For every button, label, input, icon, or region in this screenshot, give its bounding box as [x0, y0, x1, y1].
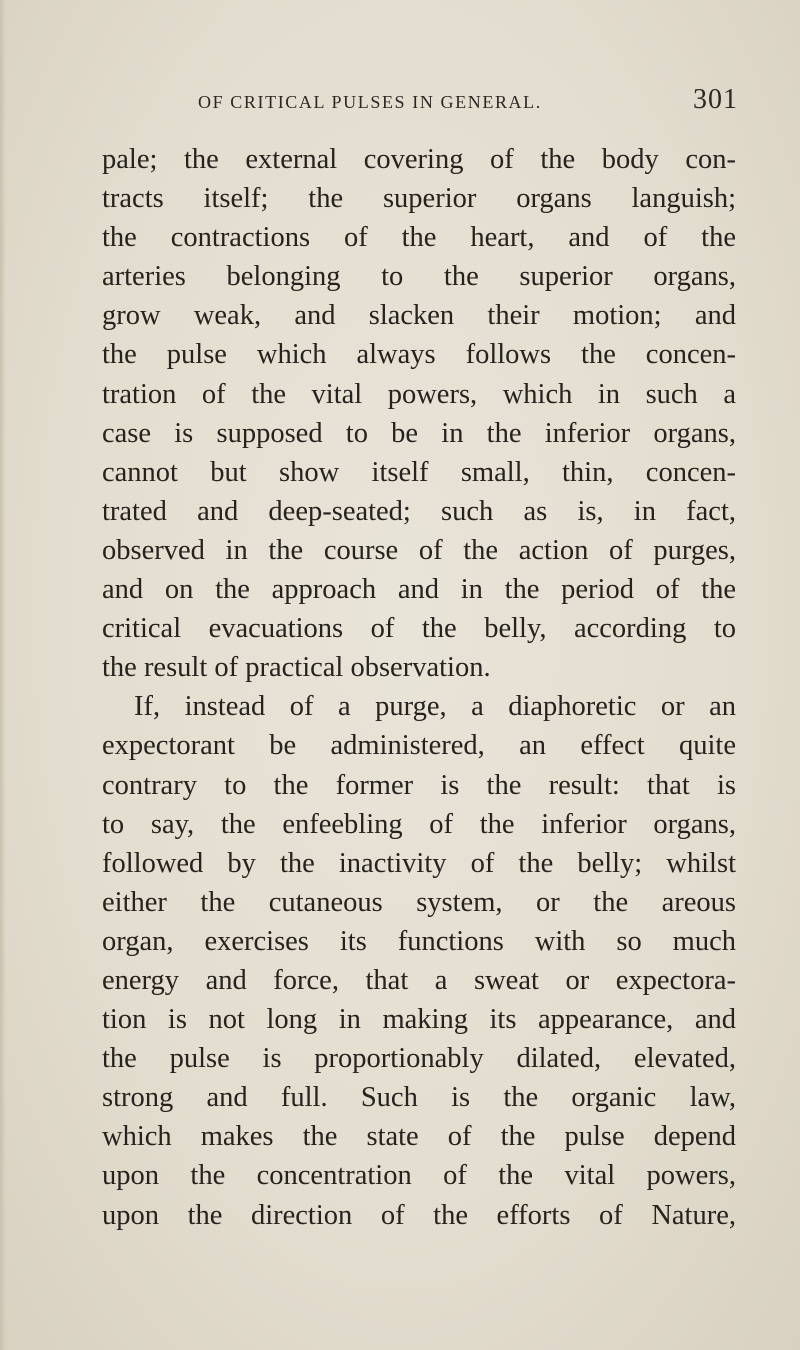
- text-line: tion is not long in making its appearance, and: [102, 1004, 736, 1036]
- text-line: to say, the enfeebling of the inferior organs,: [102, 808, 736, 840]
- text-line: the pulse is proportionably dilated, elevated,: [102, 1043, 736, 1075]
- page-number: 301: [693, 84, 738, 115]
- text-line: tration of the vital powers, which in such a: [102, 378, 736, 410]
- text-line: trated and deep-seated; such as is, in fact,: [102, 495, 736, 527]
- paragraph-2: [102, 687, 736, 1234]
- text-line: pale; the external covering of the body con-: [102, 144, 736, 175]
- text-line: the contractions of the heart, and of the: [102, 222, 736, 254]
- text-line: the result of practical observation.: [102, 652, 491, 684]
- text-line: followed by the inactivity of the belly; whilst: [102, 847, 736, 879]
- text-line: the pulse which always follows the concen-: [102, 339, 736, 371]
- text-line: strong and full. Such is the organic law,: [102, 1082, 736, 1114]
- text-line: either the cutaneous system, or the areous: [102, 886, 736, 918]
- text-line: upon the concentration of the vital powers,: [102, 1160, 736, 1192]
- text-line: cannot but show itself small, thin, concen-: [102, 456, 736, 488]
- text-line: contrary to the former is the result: that is: [102, 769, 736, 801]
- page-header: [198, 84, 738, 124]
- text-line: observed in the course of the action of purges,: [102, 534, 736, 566]
- text-line: energy and force, that a sweat or expectora-: [102, 964, 736, 996]
- text-line: tracts itself; the superior organs languish;: [102, 183, 736, 215]
- body-text: [102, 140, 736, 1235]
- text-line: upon the direction of the efforts of Nature,: [102, 1199, 736, 1231]
- text-line: organ, exercises its functions with so much: [102, 925, 736, 957]
- text-line: grow weak, and slacken their motion; and: [102, 300, 736, 332]
- text-line: which makes the state of the pulse depend: [102, 1121, 736, 1153]
- text-line: case is supposed to be in the inferior organs,: [102, 417, 736, 449]
- page-edge-shadow: [0, 0, 6, 1350]
- text-line: If, instead of a purge, a diaphoretic or an: [134, 691, 736, 723]
- text-line: and on the approach and in the period of the: [102, 574, 736, 606]
- running-head: OF CRITICAL PULSES IN GENERAL.: [198, 92, 542, 112]
- text-line: arteries belonging to the superior organs,: [102, 261, 736, 293]
- text-line: critical evacuations of the belly, according to: [102, 613, 736, 645]
- paragraph-1: [102, 140, 736, 687]
- text-line: expectorant be administered, an effect quite: [102, 730, 736, 762]
